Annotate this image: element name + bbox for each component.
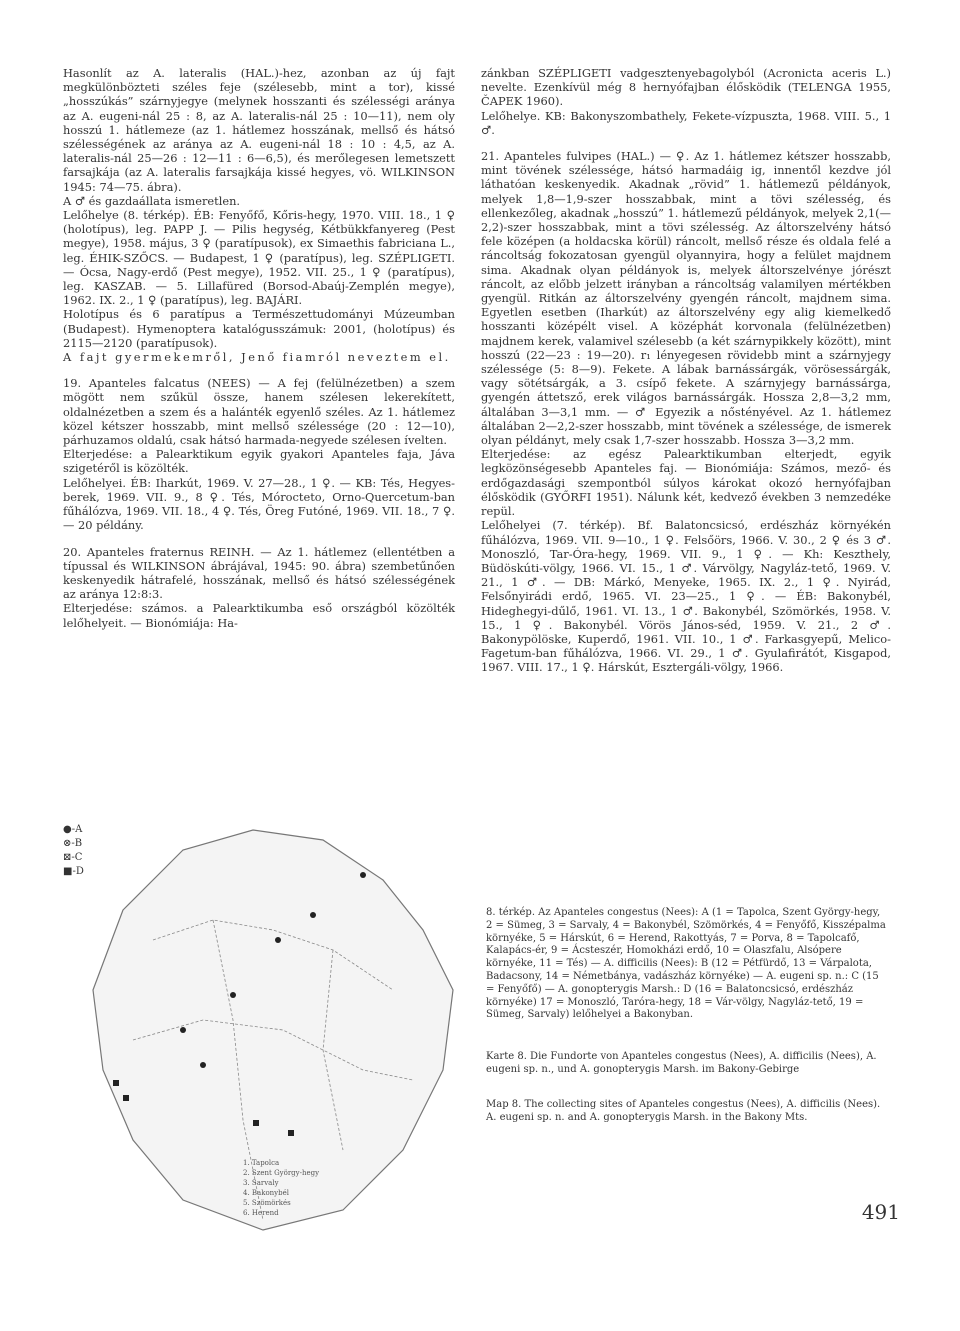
paragraph: A fajt gyermekemről, Jenő fiamról neveztem el. (63, 350, 451, 365)
paragraph: Lelőhelye. KB: Bakonyszombathely, Fekete-vízpuszta, 1968. VIII. 5., 1 ♂. (481, 108, 891, 137)
inset-item: 2. Szent György-hegy (243, 1169, 320, 1177)
marker-a (310, 912, 316, 918)
paragraph: Holotípus és 6 paratípus a Természettudományi Múzeumban (Budapest). Hymenoptera katalógusszámuk: 2001, (holotípus) és 2115—2120 (paratípusok). (63, 307, 455, 350)
paragraph: A ♂ és gazdaállata ismeretlen. (63, 193, 241, 208)
paragraph: Lelőhelyei. ÉB: Iharkút, 1969. V. 27—28., 1 ♀. — KB: Tés, Hegyes-berek, 1969. VII. 9., 8 ♀. Tés, Mórocteto, Orno-Quercetum-ban fűhálózva, 1969. VII. 18., 4 ♀. Tés, Öreg Futóné, 1969. VII. 18., 7 ♀. — 20 példány. (63, 475, 455, 533)
paragraph: Lelőhelye (8. térkép). ÉB: Fenyőfő, Kőris-hegy, 1970. VIII. 18., 1 ♀ (holotípus), leg. PAPP J. — Pilis hegység, Kétbükkfanyereg (Pest megye), 1958. május, 3 ♀ (paratípusok), ex Simaethis fabriciana L., leg. ÉHIK-SZŐCS. — Budapest, 1 ♀ (paratípus), leg. SZÉPLIGETI. — Ócsa, Nagy-erdő (Pest megye), 1952. VII. 25., 1 ♀ (paratípus), leg. KASZAB. — 5. Lillafüred (Borsod-Abaúj-Zemplén megye), 1962. IX. 2., 1 ♀ (paratípus), leg. BAJÁRI. (63, 208, 455, 308)
caption-german: Karte 8. Die Fundorte von Apanteles congestus (Nees), A. difficilis (Nees), A. eugeni sp. n., und A. gonopterygis Marsh. im Bakony-Gebirge (486, 1051, 877, 1075)
bakony-map (63, 820, 467, 1238)
map-legend (63, 824, 84, 877)
paragraph: 19. Apanteles falcatus (NEES) — A fej (felülnézetben) a szem mögött nem szűkül össze, hanem szélesen lekerekített, oldalnézetben a szem és a halánték egyenlő széles. Az 1. hátlemez közel kétszer hosszabb, mint mellső szélessége (20 : 12—10), párhuzamos oldalú, csak hátsó harmada-negyede szélesen ívelten. (63, 376, 455, 448)
spacer (481, 137, 891, 149)
marker-d (253, 1120, 259, 1126)
inset-item: 5. Szömörkés (243, 1199, 291, 1207)
marker-a (230, 992, 236, 998)
marker-d (123, 1095, 129, 1101)
paragraph: Hasonlít az A. lateralis (HAL.)-hez, azonban az új fajt megkülönbözteti széles feje (szélesebb, mint a tor), kissé „hosszúkás” szárnyjegye (melynek hosszanti és szélességi aránya az A. eugeni-nál 25 : 8, az A. lateralis-nál 25 : 10—11), nem oly hosszú 1. hátlemeze (az 1. hátlemez hosszának, mellső és hátsó szélességének az aránya az A. eugeni-nál 18 : 10 : 4,5, az A. lateralis-nál 25—26 : 12—11 : 6—6,5), és merőlegesen lemetszett farsajkája (az A. lateralis farsajkája kissé hegyes, vö. WILKINSON 1945: 74—75. ábra). (63, 66, 455, 194)
inset-item: 6. Herend (243, 1209, 279, 1217)
legend-a: ●-A (63, 824, 83, 835)
caption-english: Map 8. The collecting sites of Apanteles congestus (Nees), A. difficilis (Nees). A. eugeni sp. n. and A. gonopterygis Marsh. in the Bakony Mts. (486, 1099, 881, 1123)
paragraph: Elterjedése: számos. a Palearktikumba eső országból közölték lelőhelyeit. — Bionómiája: Ha- (63, 601, 455, 630)
marker-d (288, 1130, 294, 1136)
paragraph: Lelőhelyei (7. térkép). Bf. Balatoncsicsó, erdészház környékén fűhálózva, 1969. VII. 9—10., 1 ♀. Felsőörs, 1966. V. 30., 2 ♀ és 3 ♂. Monoszló, Tar-Óra-hegy, 1969. VII. 9., 1 ♀. — Kh: Keszthely, Büdöskúti-völgy, 1966. VI. 15., 1 ♂. Várvölgy, Nagyláz-tető, 1969. V. 21., 1 ♂. — DB: Márkó, Menyeke, 1965. IX. 2., 1 ♀. Nyirád, Felsőnyirádi erdő, 1965. VI. 23—25., 1 ♀. — ÉB: Bakonybél, Hideghegyi-dűlő, 1961. VI. 13., 1 ♂. Bakonybél, Szömörkés, 1958. V. 15., 1 ♀. Bakonybél. Vörös János-séd, 1959. V. 21., 2 ♂. Bakonypölöske, Kuperdő, 1961. VII. 10., 1 ♂. Farkasgyepű, Melico-Fagetum-ban fűhálózva, 1966. VI. 29., 1 ♂. Gyulafirátót, Kisgapod, 1967. VIII. 17., 1 ♀. Hárskút, Esztergáli-völgy, 1966. (481, 518, 891, 675)
paragraph: zánkban SZÉPLIGETI vadgesztenyebagolyból (Acronicta aceris L.) nevelte. Ezenkívül még 8 hernyófajban élősködik (TELENGA 1955, ČAPEK 1960). (481, 66, 891, 109)
spacer (63, 364, 455, 376)
legend-c: ⊠-C (63, 852, 83, 863)
paragraph: 20. Apanteles fraternus REINH. — Az 1. hátlemez (ellentétben a típussal és WILKINSON ábrájával, 1945: 90. ábra) szembetűnően keskenyedik hátrafelé, hosszának, mellső és hátsó szélességének az aránya 12:8:3. (63, 544, 455, 602)
spacer (63, 533, 455, 545)
right-text-column (481, 66, 891, 675)
inset-item: 3. Sarvaly (243, 1179, 279, 1187)
marker-a (275, 937, 281, 943)
page-number: 491 (861, 1200, 900, 1224)
inset-item: 1. Tapolca (243, 1159, 280, 1167)
marker-a (200, 1062, 206, 1068)
marker-a (180, 1027, 186, 1033)
marker-d (113, 1080, 119, 1086)
paragraph: Elterjedése: a Palearktikum egyik gyakori Apanteles faja, Jáva szigetéről is közölték. (63, 447, 455, 476)
paragraph: 21. Apanteles fulvipes (HAL.) — ♀. Az 1. hátlemez kétszer hosszabb, mint tövének szélessége, hátsó harmadáig ig, innentől kezdve jól láthatóan keskenyedik. Akadnak „rövid” 1. hátlemezű példányok, melyek 1,8—1,9-szer hosszabbak, mint a tövi szélesség, és ellenkezőleg, akadnak „hosszú” 1. hátlemezű példányok, melyek 2,1(—2,2)-szer hosszabbak, mint a tövi szélesség. Az áltorszelvény hátsó fele középen (a holdacska körül) ráncolt, mellső része és oldala felé a ráncoltság fokozatosan gyengül olyannyira, hogy a felület majdnem sima. Akadnak olyan példányok is, melyek áltorszelvénye jórészt ráncolt, az előbb jelzett irányban a ráncoltság valamilyen mértékben gyengül. Ritkán az áltorszelvény gyengén ráncolt, majdnem sima. Egyetlen esetben (Iharkút) az áltorszelvény egy alig kiemelkedő hosszanti középélt visel. A középhát korvonala (felülnézetben) majdnem kerek, valamivel szélesebb (a két szárnypikkely között), mint hosszú (22—23 : 19—20). r₁ lényegesen rövidebb mint a szárnyjegy szélessége (5: 8—9). Fekete. A lábak barnássárgák, vörösessárgák, vagy sötétsárgák, a 3. csípő fekete. A szárnyjegy barnássárga, gyengén áttetsző, erek világos barnássárgák. Hossza 2,8—3,2 mm, általában 3—3,1 mm. — ♂ Egyezik a nőstényével. Az 1. hátlemez általában 2—2,2-szer hosszabb, mint tövének a szélessége, de ismerek olyan példányt, mely csak 1,7-szer hosszabb. Hossza 3—3,2 mm. (481, 149, 891, 448)
inset-item: 4. Bakonybél (243, 1189, 290, 1197)
marker-a (360, 872, 366, 878)
legend-d: ■-D (63, 866, 84, 877)
caption-hungarian: 8. térkép. Az Apanteles congestus (Nees): A (1 = Tapolca, Szent György-hegy, 2 = Sümeg, 3 = Sarvaly, 4 = Bakonybél, Szömörkés, 4 = Fenyőfő, Kisszépalma környéke, 5 = Hárskút, 6 = Herend, Rakottyás, 7 = Porva, 8 = Tapolcafő, Kalapács-ér, 9 = Ácsteszér, Homokházi erdő, 10 = Olaszfalu, Alsópere környéke, 11 = Tés) — A. difficilis (Nees): B (12 = Pétfürdő, 13 = Várpalota, Badacsony, 14 = Németbánya, vadászház környéke) — A. eugeni sp. n.: C (15 = Fenyőfő) — A. gonopterygis Marsh.: D (16 = Balatoncsicsó, erdészház környéke) 17 = Monoszló, Taróra-hegy, 18 = Vár-völgy, Nagyláz-tető, 19 = Sümeg, Sarvaly) lelőhelyei a Bakonyban. (486, 907, 886, 1021)
paragraph: Elterjedése: az egész Palearktikumban elterjedt, egyik legközönségesebb Apanteles faj. — Bionómiája: Számos, mező- és erdőgazdasági szempontból súlyos károkat okozó hernyófajban élősködik (GYŐRFI 1951). Nálunk két, kedvező években 3 nemzedéke repül. (481, 447, 891, 519)
left-text-column (63, 66, 455, 630)
legend-b: ⊗-B (63, 838, 83, 849)
